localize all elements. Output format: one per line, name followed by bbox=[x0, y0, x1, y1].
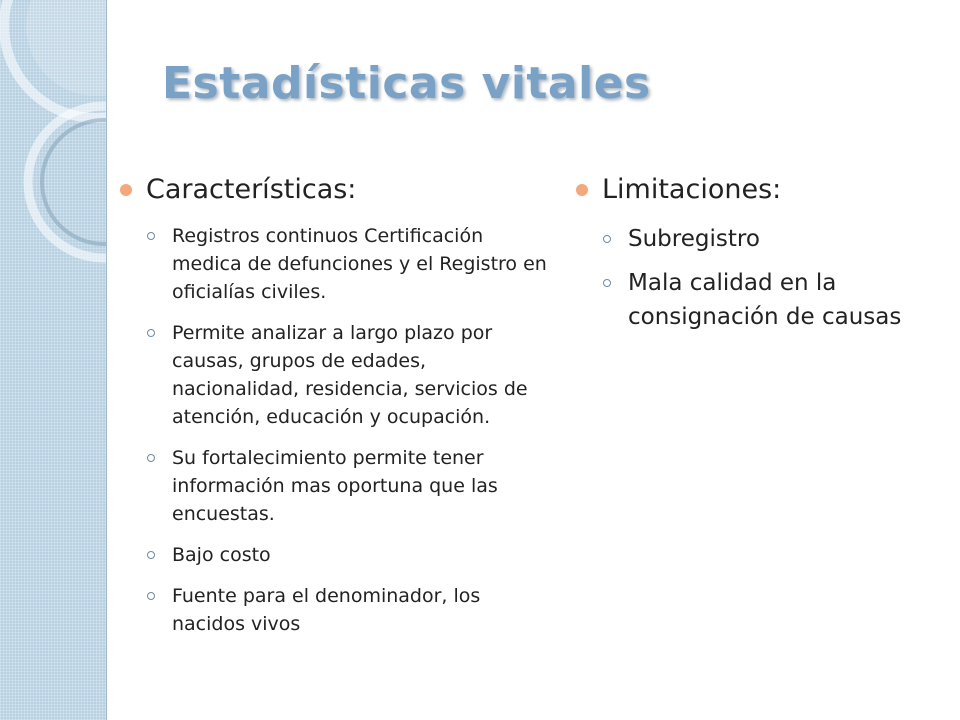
list-item bbox=[116, 444, 556, 528]
list-item bbox=[116, 319, 556, 431]
list-item bbox=[116, 582, 556, 638]
list-item bbox=[116, 541, 556, 569]
characteristics-heading-item bbox=[116, 172, 556, 208]
list-item bbox=[116, 222, 556, 306]
filled-circle-bullet-icon bbox=[576, 184, 588, 196]
list-item-text: Bajo costo bbox=[172, 544, 271, 566]
hollow-circle-bullet-icon bbox=[603, 279, 611, 287]
list-item-text: Permite analizar a largo plazo por causas, grupos de edades, nacionalidad, residencia, servicios de atención, educación y ocupación. bbox=[172, 322, 528, 428]
hollow-circle-bullet-icon bbox=[603, 235, 611, 243]
hollow-circle-bullet-icon bbox=[147, 551, 155, 559]
limitations-heading: Limitaciones: bbox=[602, 174, 782, 205]
list-item-text: Fuente para el denominador, los nacidos vivos bbox=[172, 585, 481, 635]
decorative-sidebar bbox=[0, 0, 107, 720]
list-item-text: Subregistro bbox=[628, 226, 760, 252]
hollow-circle-bullet-icon bbox=[147, 454, 155, 462]
hollow-circle-bullet-icon bbox=[147, 329, 155, 337]
limitations-heading-item bbox=[572, 172, 952, 208]
filled-circle-bullet-icon bbox=[120, 184, 132, 196]
list-item bbox=[572, 222, 952, 256]
decorative-rings-graphic bbox=[0, 0, 106, 720]
list-item-text: Su fortalecimiento permite tener información mas oportuna que las encuestas. bbox=[172, 447, 498, 525]
characteristics-list bbox=[116, 222, 556, 638]
characteristics-heading: Características: bbox=[146, 174, 357, 205]
list-item-text: Registros continuos Certificación medica de defunciones y el Registro en oficialías civiles. bbox=[172, 225, 547, 303]
slide-title: Estadísticas vitales bbox=[162, 58, 651, 109]
hollow-circle-bullet-icon bbox=[147, 592, 155, 600]
limitations-list bbox=[572, 222, 952, 334]
characteristics-column bbox=[116, 172, 556, 651]
list-item bbox=[572, 266, 952, 334]
hollow-circle-bullet-icon bbox=[147, 232, 155, 240]
list-item-text: Mala calidad en la consignación de causas bbox=[628, 270, 902, 330]
limitations-column bbox=[572, 172, 952, 344]
